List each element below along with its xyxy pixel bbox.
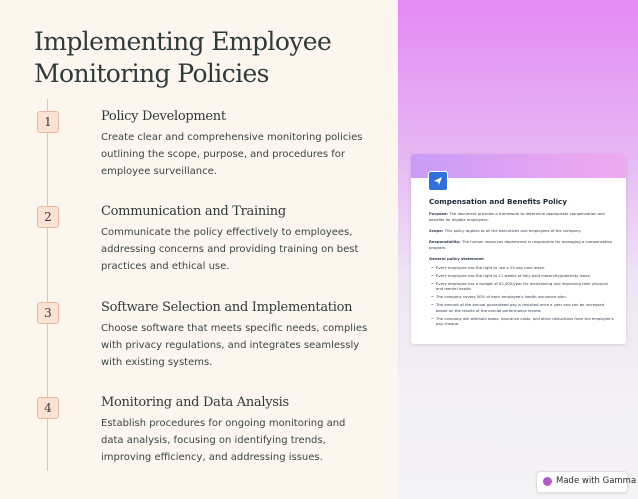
paper-plane-icon-glyph — [433, 176, 443, 186]
document-purpose — [429, 211, 614, 222]
policy-bullet: • Every employee has the right to 11 weeks of fully paid maternity/paternity leave. — [429, 273, 615, 278]
policy-bullet: • The company will withhold taxes, insurance costs, and other deductions from the employee's pay cheque. — [429, 316, 615, 327]
step-title-4: Monitoring and Data Analysis — [101, 395, 289, 410]
scope-text: This policy applies to all the executives and employees of the company. — [444, 228, 582, 233]
scope-label: Scope: — [429, 228, 444, 233]
gamma-logo-icon — [543, 477, 552, 486]
made-with-gamma-label: Made with Gamma — [556, 476, 637, 486]
slide-title-line-1: Implementing Employee — [34, 27, 332, 56]
step-description-2: Communicate the policy effectively to employees, addressing concerns and providing training on best practices and ethical use. — [101, 227, 359, 272]
document-responsibility — [429, 239, 614, 250]
policy-bullet: • Every employee has the right to use a 25-day paid leave. — [429, 265, 615, 270]
step-title-1: Policy Development — [101, 109, 226, 124]
step-title-3: Software Selection and Implementation — [101, 300, 353, 315]
step-description-4: Establish procedures for ongoing monitoring and data analysis, focusing on identifying trends, improving efficiency, and addressing issues. — [101, 418, 346, 463]
paper-plane-icon — [428, 171, 448, 191]
step-number-3: 3 — [37, 302, 59, 324]
slide-title-line-2: Monitoring Policies — [34, 59, 269, 88]
policy-document-card — [411, 154, 626, 344]
responsibility-label: Responsibility: — [429, 239, 461, 244]
step-number-2: 2 — [37, 206, 59, 228]
policy-bullet-list — [429, 265, 615, 329]
document-scope — [429, 228, 614, 234]
step-description-3: Choose software that meets specific needs, complies with privacy regulations, and integrates seamlessly with existing systems. — [101, 323, 368, 368]
step-number-1: 1 — [37, 111, 59, 133]
step-description-1: Create clear and comprehensive monitoring policies outlining the scope, purpose, and procedures for employee surveillance. — [101, 132, 363, 177]
general-policy-heading — [429, 256, 614, 262]
policy-bullet: • The amount of the annual guaranteed pay is revisited once a year and can be increased based on the results of the annual performance review. — [429, 302, 615, 313]
policy-bullet: • Every employee has a budget of $2,400/year for maintaining and improving their physical and mental health. — [429, 281, 615, 292]
responsibility-text: The human resources department is responsible for managing a compensation program. — [429, 239, 613, 250]
made-with-gamma-button[interactable] — [536, 471, 637, 493]
general-label: General policy statement: — [429, 256, 485, 261]
purpose-label: Purpose: — [429, 211, 449, 216]
purpose-text: The document provides a framework to determine appropriate compensation and benefits for eligible employees. — [429, 211, 605, 222]
step-number-4: 4 — [37, 397, 59, 419]
policy-bullet: • The company covers 50% of each employee's health insurance plan. — [429, 294, 615, 299]
document-title: Compensation and Benefits Policy — [429, 197, 568, 206]
step-title-2: Communication and Training — [101, 204, 286, 219]
slide-title — [34, 26, 374, 90]
